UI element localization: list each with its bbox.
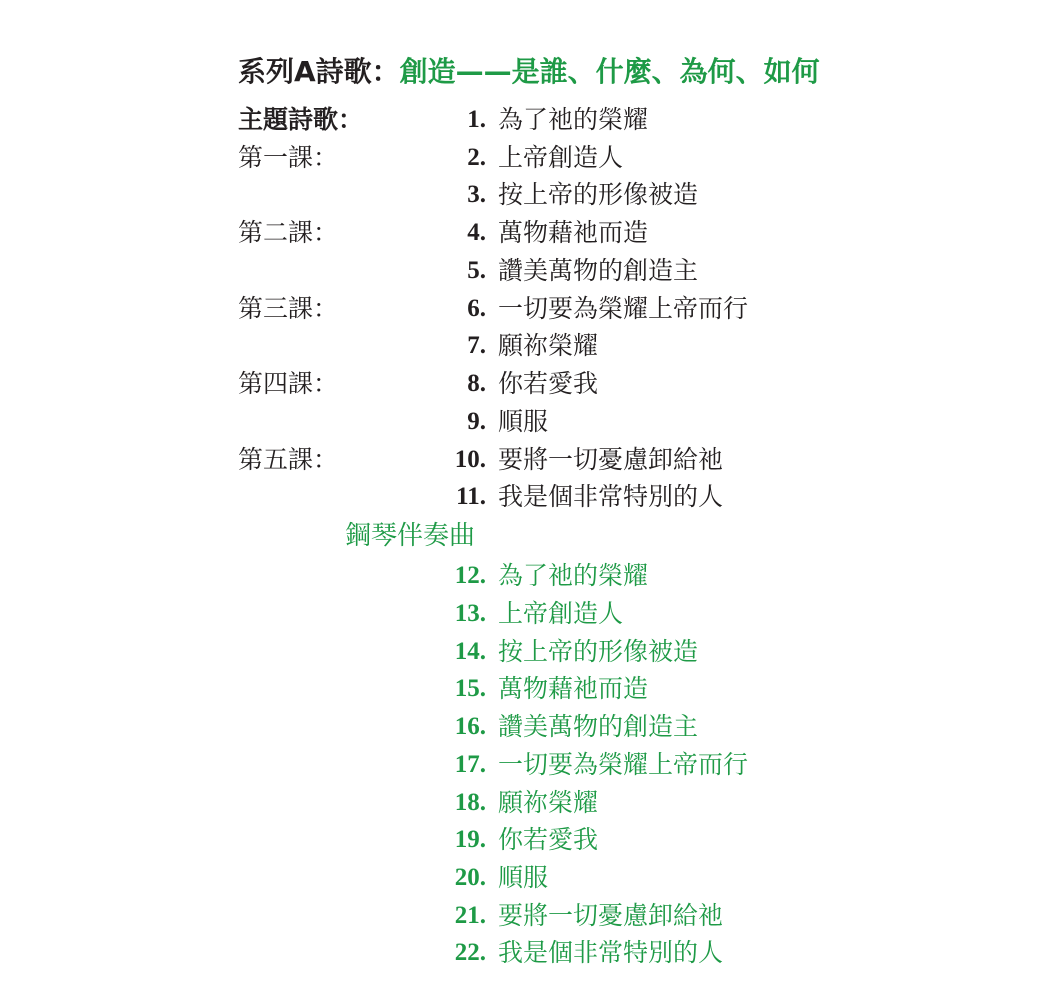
song-number: 2.: [467, 144, 486, 171]
song-number: 22.: [454, 939, 486, 966]
list-item: [0, 441, 1058, 478]
page-title: [238, 52, 820, 92]
song-title: 你若愛我: [498, 825, 599, 854]
song-title: 順服: [498, 863, 549, 892]
song-title: 讚美萬物的創造主: [498, 712, 699, 741]
song-number: 19.: [454, 826, 486, 853]
song-number: 10.: [454, 446, 486, 473]
list-item: [0, 478, 1058, 515]
list-item: [0, 101, 1058, 138]
series-label: 系列A詩歌：: [238, 55, 400, 88]
song-number: 16.: [454, 713, 486, 740]
lesson-label: 第五課：: [238, 445, 339, 474]
lesson-label: 第四課：: [238, 369, 339, 398]
list-item: [0, 139, 1058, 176]
song-title: 要將一切憂慮卸給祂: [498, 901, 724, 930]
list-item: [0, 214, 1058, 251]
song-number: 21.: [454, 902, 486, 929]
song-number: 11.: [456, 483, 486, 510]
list-item: [0, 252, 1058, 289]
song-number: 6.: [467, 295, 486, 322]
list-item: [0, 365, 1058, 402]
song-number: 15.: [454, 675, 486, 702]
song-title: 上帝創造人: [498, 143, 624, 172]
song-title: 按上帝的形像被造: [498, 637, 699, 666]
song-number: 5.: [467, 257, 486, 284]
song-number: 9.: [467, 408, 486, 435]
list-item: [0, 897, 1058, 934]
song-title: 順服: [498, 407, 549, 436]
song-title: 我是個非常特別的人: [498, 482, 724, 511]
song-title: 按上帝的形像被造: [498, 180, 699, 209]
song-number: 4.: [467, 219, 486, 246]
song-number: 8.: [467, 370, 486, 397]
song-title: 萬物藉祂而造: [498, 674, 649, 703]
song-number: 14.: [454, 638, 486, 665]
song-title: 一切要為榮耀上帝而行: [498, 750, 749, 779]
piano-accompaniment-heading: 鋼琴伴奏曲: [345, 521, 476, 551]
song-title: 一切要為榮耀上帝而行: [498, 294, 749, 323]
list-item: [0, 934, 1058, 971]
list-item: [0, 403, 1058, 440]
list-item: [0, 821, 1058, 858]
song-title: 萬物藉祂而造: [498, 218, 649, 247]
list-item: [0, 708, 1058, 745]
list-item: [0, 746, 1058, 783]
song-title: 我是個非常特別的人: [498, 938, 724, 967]
list-item: [0, 290, 1058, 327]
list-item: [0, 176, 1058, 213]
list-item: [0, 633, 1058, 670]
list-item: [0, 557, 1058, 594]
song-number: 20.: [454, 864, 486, 891]
song-title: 願祢榮耀: [498, 788, 599, 817]
song-title: 你若愛我: [498, 369, 599, 398]
song-number: 12.: [454, 562, 486, 589]
song-number: 3.: [467, 181, 486, 208]
series-subtitle: 創造——是誰、什麼、為何、如何: [399, 55, 820, 88]
song-title: 為了祂的榮耀: [498, 561, 649, 590]
lesson-label: 第三課：: [238, 294, 339, 323]
lesson-label: 第二課：: [238, 218, 339, 247]
song-title: 上帝創造人: [498, 599, 624, 628]
song-number: 7.: [467, 332, 486, 359]
song-number: 1.: [467, 106, 486, 133]
list-item: [0, 595, 1058, 632]
list-item: [0, 670, 1058, 707]
song-number: 17.: [454, 751, 486, 778]
lesson-label: 第一課：: [238, 143, 339, 172]
song-number: 18.: [454, 789, 486, 816]
list-item: [0, 859, 1058, 896]
lesson-label: 主題詩歌：: [238, 105, 364, 134]
song-title: 為了祂的榮耀: [498, 105, 649, 134]
song-title: 願祢榮耀: [498, 331, 599, 360]
song-title: 要將一切憂慮卸給祂: [498, 445, 724, 474]
song-title: 讚美萬物的創造主: [498, 256, 699, 285]
song-number: 13.: [454, 600, 486, 627]
list-item: [0, 784, 1058, 821]
list-item: [0, 327, 1058, 364]
